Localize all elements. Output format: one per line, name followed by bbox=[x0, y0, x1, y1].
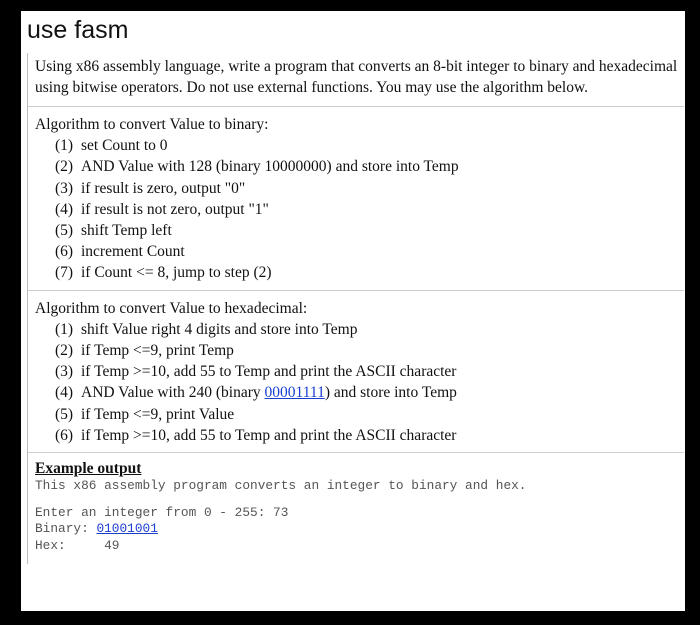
binary-step: (5) shift Temp left bbox=[55, 222, 172, 240]
binary-step: (3) if result is zero, output "0" bbox=[55, 179, 246, 197]
example-hex-line: Hex: 49 bbox=[35, 537, 120, 553]
example-prompt-line: Enter an integer from 0 - 255: 73 bbox=[35, 504, 289, 520]
hex-step: (6) if Temp >=10, add 55 to Temp and print the ASCII character bbox=[55, 426, 457, 444]
example-binary-line: Binary: 01001001 bbox=[35, 521, 158, 537]
example-description-line: This x86 assembly program converts an integer to binary and hex. bbox=[35, 478, 527, 494]
binary-algorithm bbox=[28, 107, 684, 291]
hex-step: (1) shift Value right 4 digits and store into Temp bbox=[55, 320, 358, 338]
binary-step: (1) set Count to 0 bbox=[55, 137, 168, 155]
example-output bbox=[28, 453, 684, 564]
document-page bbox=[21, 11, 685, 611]
problem-statement: Using x86 assembly language, write a program that converts an 8-bit integer to binary and hexadecimal using bitwise operators. Do not use external functions. You may use the algorithm below. bbox=[28, 53, 684, 107]
binary-step: (2) AND Value with 128 (binary 10000000) and store into Temp bbox=[55, 158, 459, 176]
hex-step: (4) AND Value with 240 (binary 00001111) and store into Temp bbox=[55, 384, 457, 402]
example-output-title: Example output bbox=[35, 460, 142, 478]
page-heading: use fasm bbox=[27, 16, 129, 44]
hex-step: (3) if Temp >=10, add 55 to Temp and print the ASCII character bbox=[55, 363, 457, 381]
binary-algorithm-title: Algorithm to convert Value to binary: bbox=[35, 116, 269, 133]
hex-algorithm bbox=[28, 291, 684, 453]
hex-step: (2) if Temp <=9, print Temp bbox=[55, 342, 234, 360]
binary-step: (6) increment Count bbox=[55, 243, 185, 261]
binary-step: (4) if result is not zero, output "1" bbox=[55, 200, 269, 218]
question-content bbox=[27, 53, 684, 564]
binary-mask-link[interactable]: 00001111 bbox=[264, 384, 325, 402]
binary-step: (7) if Count <= 8, jump to step (2) bbox=[55, 264, 272, 282]
hex-step: (5) if Temp <=9, print Value bbox=[55, 405, 235, 423]
binary-result-link[interactable]: 01001001 bbox=[96, 521, 158, 537]
hex-algorithm-title: Algorithm to convert Value to hexadecimal: bbox=[35, 299, 308, 317]
